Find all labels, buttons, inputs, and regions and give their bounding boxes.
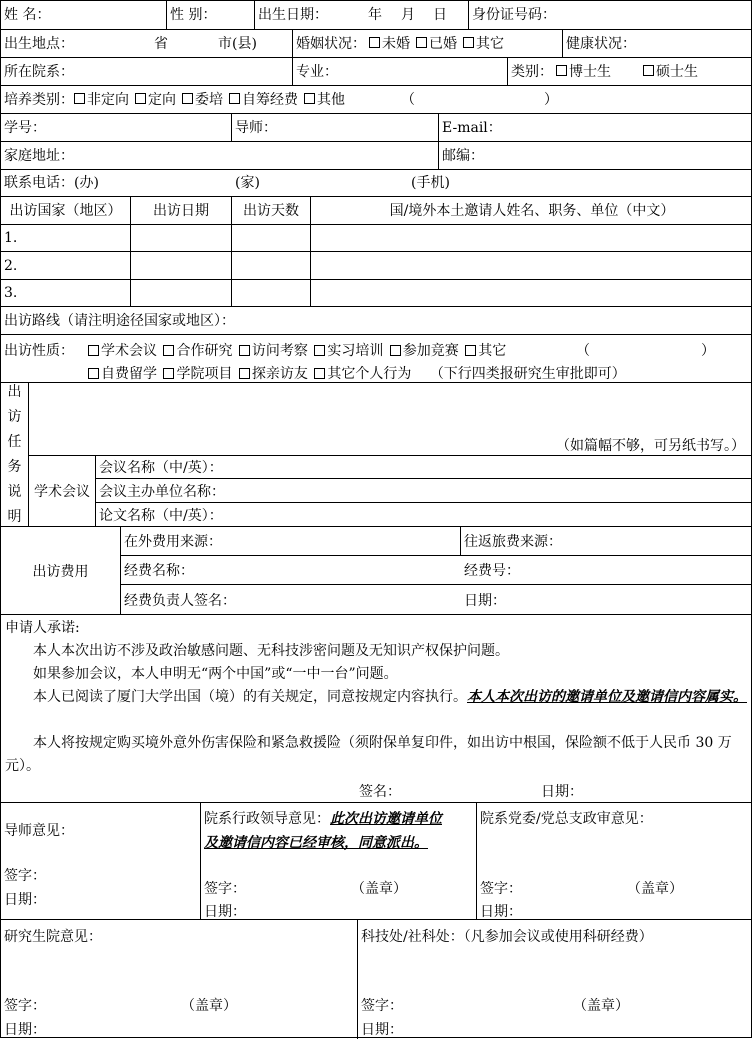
college-project-checkbox[interactable] [163,368,174,379]
graduate-school-opinion-box[interactable]: 研究生院意见： 签字： （盖章） 日期： [1,920,358,1039]
nature-line-2: 自费留学 学院项目 探亲访友 其它个人行为 （下行四类报研究生审批即可） [85,363,626,383]
task-description-section [1,383,751,527]
nature-line-1: 学术会议 合作研究 访问考察 实习培训 参加竞赛 其它 [85,340,506,360]
conference-name-field[interactable]: 会议名称（中/英）： [96,455,751,479]
task-vertical-label: 出 访 任 务 说 明 [1,383,29,526]
other-training-checkbox[interactable] [304,93,315,104]
pledge-paragraph-3: 本人已阅读了厦门大学出国（境）的有关规定，同意按规定内容执行。本人本次出访的邀请单位及邀请信内容属实。 [33,689,747,705]
major-field[interactable]: 专业： [293,58,508,85]
advisor-field[interactable]: 导师： [232,114,439,141]
row-training-type [1,86,751,114]
final-approvals-section [1,920,751,1039]
training-type-field: 培养类别： 非定向 定向 委培 自筹经费 其他 （ ） [4,91,558,108]
fund-date-field[interactable]: 日期： [464,593,506,609]
pledge-title: 申请人承诺: [5,620,80,636]
applicant-sign-label[interactable]: 签名： [359,784,401,800]
visit-inviter-2[interactable] [311,252,753,279]
paper-name-field[interactable]: 论文名称（中/英）： [99,508,223,524]
self-funded-study-checkbox[interactable] [88,368,99,379]
header-inviter: 国/境外本土邀请人姓名、职务、单位（中文） [389,202,675,219]
directed-checkbox[interactable] [135,93,146,104]
pledge-section [1,615,751,803]
department-field[interactable]: 所在院系： [1,58,293,85]
visit-days-1[interactable] [232,225,311,251]
row-route [1,307,751,335]
home-address-field[interactable]: 家庭地址： [1,142,439,169]
unmarried-checkbox[interactable] [369,37,380,48]
task-description-area[interactable]: （如篇幅不够，可另纸书写。） [29,383,751,456]
funding-section [1,527,751,615]
opinions-section [1,803,751,920]
cooperative-research-checkbox[interactable] [163,345,174,356]
row-basic-info [1,1,751,30]
other-marital-checkbox[interactable] [463,37,474,48]
other-nature-checkbox[interactable] [465,345,476,356]
row-department [1,58,751,86]
row-visit-nature: 出访性质： 学术会议 合作研究 访问考察 实习培训 参加竞赛 其它 （ ） 自费留学 学院项目 探亲访友 其它个人行为 （下行四类报研究生审批即可） [1,335,751,383]
other-personal-checkbox[interactable] [314,368,325,379]
pledge-paragraph-4: 本人将按规定购买境外意外伤害保险和紧急救援险（须附保单复印件，如出访中根国，保险额不低于人民币 30 万元）。 [5,735,732,774]
postcode-field[interactable]: 邮编： [442,147,484,164]
table-row [1,280,751,307]
abroad-expense-source[interactable]: 在外费用来源： [121,527,461,556]
table-row [1,225,751,252]
route-field[interactable]: 出访路线（请注明途径国家或地区）： [4,312,235,329]
conference-label: 学术会议 [29,455,96,527]
party-opinion-box[interactable]: 院系党委/党总支政审意见： 签字： （盖章） 日期： [480,811,683,920]
header-days: 出访天数 [232,197,311,224]
phone-field[interactable]: 联系电话：(办) (家) (手机) [4,175,450,191]
id-number-field[interactable]: 身份证号码： [472,7,556,23]
birthplace-field[interactable]: 出生地点： 省 市(县) [1,30,293,57]
fund-name-field[interactable]: 经费名称： [121,556,461,585]
name-field[interactable]: 姓 名： [1,1,167,29]
internship-training-checkbox[interactable] [314,345,325,356]
health-field[interactable]: 健康状况： [566,35,636,52]
pledge-paragraph-2: 如果参加会议，本人申明无“两个中国”或“一中一台”问题。 [33,666,398,682]
advisor-opinion-box[interactable]: 导师意见： 签字： 日期： [1,803,201,919]
pledge-paragraph-1: 本人本次出访不涉及政治敏感问题、无科技涉密问题及无知识产权保护问题。 [33,643,509,659]
academic-conference-checkbox[interactable] [88,345,99,356]
research-office-opinion-box[interactable]: 科技处/社科处：（凡参加会议或使用科研经费） 签字： （盖章） 日期： [361,929,653,1038]
visit-date-3[interactable] [131,280,232,306]
row-phone [1,170,751,197]
visit-date-2[interactable] [131,252,232,279]
table-row [1,252,751,280]
gender-field[interactable]: 性 别： [167,1,255,29]
self-funded-checkbox[interactable] [229,93,240,104]
visit-inviter-3[interactable] [311,280,753,306]
visit-date-1[interactable] [131,225,232,251]
master-checkbox[interactable] [643,65,654,76]
admin-opinion-box[interactable]: 院系行政领导意见：此次出访邀请单位 及邀请信内容已经审核，同意派出。 签字： （盖章） 日期： [201,803,477,919]
visit-days-2[interactable] [232,252,311,279]
visit-days-3[interactable] [232,280,311,306]
header-date: 出访日期 [131,197,232,224]
competition-checkbox[interactable] [390,345,401,356]
funding-label: 出访费用 [1,527,121,614]
phd-checkbox[interactable] [556,65,567,76]
fund-signer-field[interactable]: 经费负责人签名： [124,593,236,609]
marital-status-field: 婚姻状况： 未婚 已婚 其它 [293,30,563,57]
visit-table-header [1,197,751,225]
non-directed-checkbox[interactable] [74,93,85,104]
commissioned-checkbox[interactable] [182,93,193,104]
travel-expense-source[interactable]: 往返旅费来源： [461,527,751,556]
header-country: 出访国家（地区） [1,197,131,224]
visit-inviter-1[interactable] [311,225,753,251]
conference-organizer-field[interactable]: 会议主办单位名称： [96,479,751,503]
visit-country-2[interactable]: 2. [1,252,131,279]
student-category-field: 类别： 博士生 硕士生 [511,63,698,80]
row-address [1,142,751,170]
row-student-id [1,114,751,142]
visit-country-1[interactable]: 1. [1,225,131,251]
student-id-field[interactable]: 学号： [1,114,232,141]
visit-inspection-checkbox[interactable] [239,345,250,356]
email-field[interactable]: E-mail： [442,119,502,136]
applicant-date-label[interactable]: 日期： [541,784,583,800]
fund-number-field[interactable]: 经费号： [461,556,751,585]
family-visit-checkbox[interactable] [239,368,250,379]
married-checkbox[interactable] [416,37,427,48]
visit-country-3[interactable]: 3. [1,280,131,306]
row-birthplace [1,30,751,58]
birthdate-field[interactable]: 出生日期： 年 月 日 [255,1,469,29]
